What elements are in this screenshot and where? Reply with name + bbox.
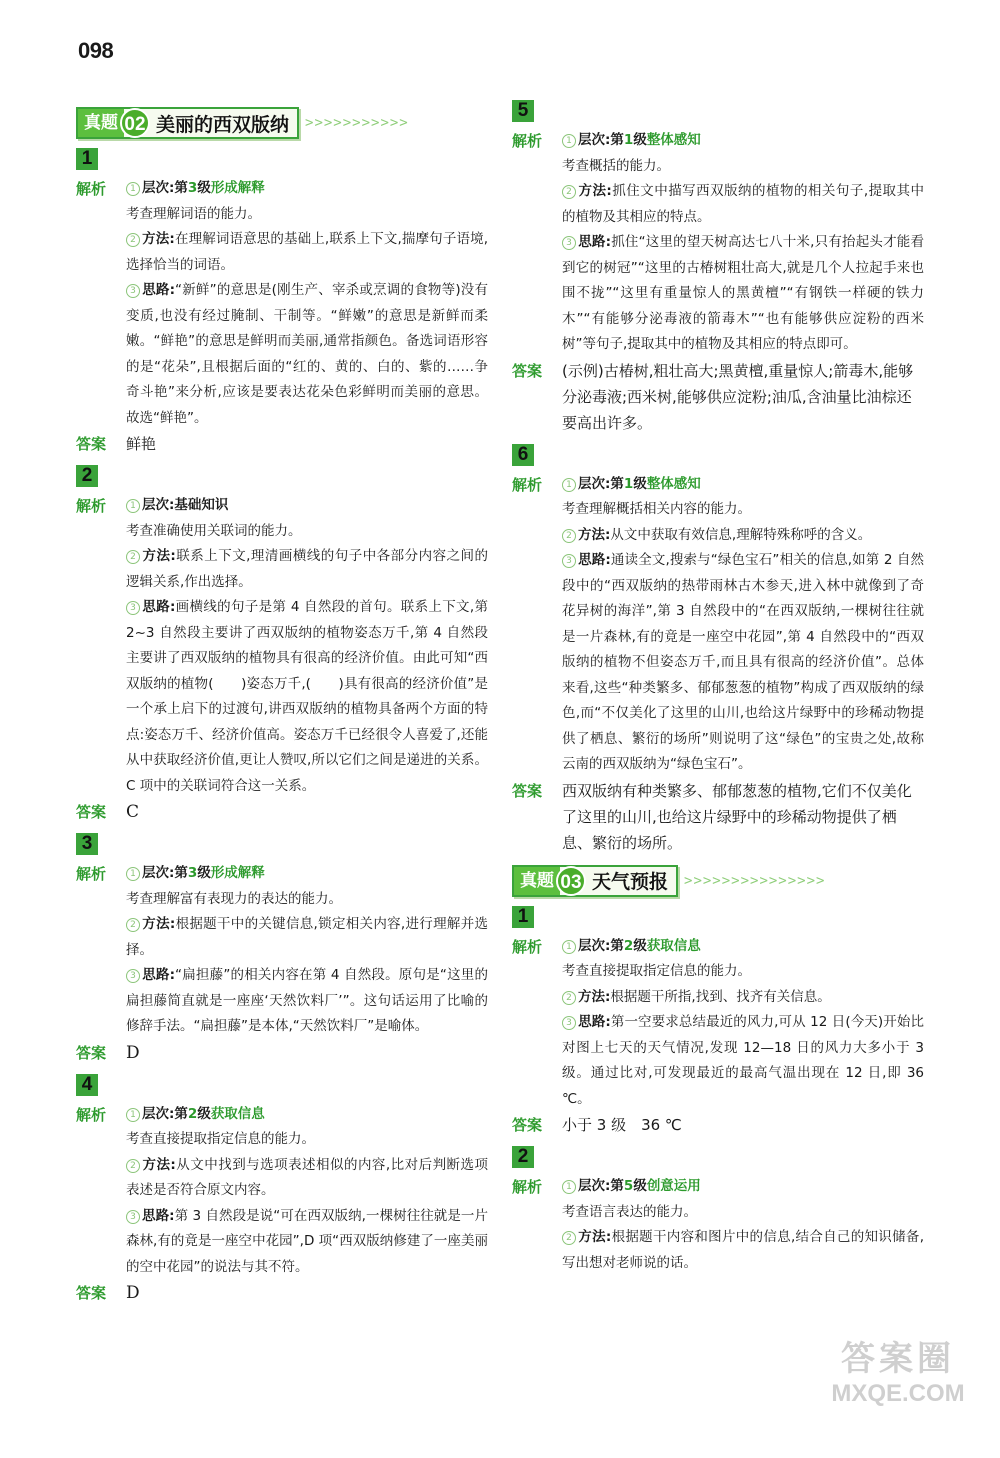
circle-3-icon: 3 (562, 236, 576, 250)
answer-label: 答案 (512, 1116, 543, 1134)
answer-block (512, 1112, 924, 1138)
method-line: 2 方法:根据题干中的关键信息,锁定相关内容,进行理解并选择。 (126, 916, 488, 958)
answer-label: 答案 (76, 1284, 107, 1302)
circle-1-icon: 1 (126, 1108, 140, 1122)
method-line: 2 方法:抓住文中描写西双版纳的植物的相关句子,提取其中的植物及其相应的特点。 (562, 183, 924, 225)
analysis-body (126, 493, 488, 799)
analysis-label: 解析 (512, 132, 543, 150)
analysis-label: 解析 (76, 497, 107, 515)
analysis-body (562, 934, 924, 1113)
answer-text: (示例)古椿树,粗壮高大;黑黄檀,重量惊人;箭毒木,能够分泌毒液;西米树,能够供应淀粉;油瓜,含油量比油棕还要高出许多。 (562, 361, 914, 432)
answer-text: D (126, 1283, 140, 1303)
level-line: 1 层次:第1级整体感知 (562, 128, 924, 154)
circle-1-icon: 1 (562, 940, 576, 954)
circle-3-icon: 3 (126, 969, 140, 983)
analysis-body (562, 472, 924, 778)
analysis-block (512, 1174, 924, 1276)
topic-number-badge: 03 (556, 866, 586, 896)
circle-3-icon: 3 (126, 601, 140, 615)
answer-block (512, 358, 924, 436)
answer-text: C (126, 802, 140, 822)
analysis-body (126, 176, 488, 431)
chevron-arrows-icon: >>>>>>>>>>> (305, 115, 409, 131)
answer-label: 答案 (76, 435, 107, 453)
circle-2-icon: 2 (562, 529, 576, 543)
question-number: 5 (512, 100, 534, 122)
thinking-line: 3 思路:第一空要求总结最近的风力,可从 12 日(今天)开始比对图上七天的天气情况,发现 12—18 日的风力大多小于 3 级。通过比对,可发现最近的最高气温出现在 12 日,即 36 ℃。 (562, 1014, 924, 1107)
question-number: 6 (512, 444, 534, 466)
answer-text: 鲜艳 (126, 435, 157, 453)
analysis-label: 解析 (512, 1178, 543, 1196)
analysis-body (562, 128, 924, 358)
circle-2-icon: 2 (562, 991, 576, 1005)
circle-3-icon: 3 (126, 284, 140, 298)
purpose-line: 考查语言表达的能力。 (562, 1203, 697, 1220)
circle-1-icon: 1 (562, 134, 576, 148)
topic-number-badge: 02 (120, 108, 150, 138)
circle-2-icon: 2 (562, 1231, 576, 1245)
left-column (76, 98, 488, 1306)
analysis-block (76, 176, 488, 431)
answer-text: D (126, 1042, 140, 1063)
topic-box (76, 107, 299, 139)
thinking-line: 3 思路:通读全文,搜索与“绿色宝石”相关的信息,如第 2 自然段中的“西双版纳的热带雨林古木参天,进入林中就像到了奇花异树的海洋”,第 3 自然段中的“在西双版纳,一棵树往往就是一片森林,有的竟是一座空中花园”,第 4 自然段中的“西双版纳的植物不但姿态万千,而且具有很高的经济价值”。总体来看,这些“种类繁多、郁郁葱葱的植物”构成了西双版纳的绿色,而“不仅美化了这里的山川,也给这片绿野中的珍稀动物提供了栖息、繁衍的场所”则说明了这“绿色”的宝贵之处,故称云南的西双版纳为“绿色宝石”。 (562, 552, 924, 772)
analysis-label: 解析 (76, 180, 107, 198)
topic-header-02 (76, 106, 488, 140)
circle-3-icon: 3 (126, 1210, 140, 1224)
analysis-block (76, 493, 488, 799)
answer-block (76, 1040, 488, 1066)
topic-title: 美丽的西双版纳 (156, 113, 290, 136)
topic-box (512, 865, 678, 897)
thinking-line: 3 思路:第 3 自然段是说“可在西双版纳,一棵树往往就是一片森林,有的竟是一座空中花园”,D 项“西双版纳修建了一座美丽的空中花园”的说法与其不符。 (126, 1207, 488, 1275)
level-line: 1 层次:第3级形成解释 (126, 176, 488, 202)
circle-1-icon: 1 (562, 478, 576, 492)
answer-label: 答案 (512, 781, 543, 800)
level-line: 1 层次:第2级获取信息 (562, 934, 924, 960)
purpose-line: 考查概括的能力。 (562, 157, 670, 174)
answer-label: 答案 (512, 361, 543, 380)
answer-text: 西双版纳有种类繁多、郁郁葱葱的植物,它们不仅美化了这里的山川,也给这片绿野中的珍稀动物提供了栖息、繁衍的场所。 (562, 781, 912, 852)
watermark-logo: 答案圈 MXQE.COM (831, 1339, 965, 1407)
analysis-body (126, 861, 488, 1040)
topic-header-03 (512, 864, 924, 898)
topic-title: 天气预报 (592, 871, 669, 893)
question-number: 4 (76, 1074, 98, 1096)
level-line: 1 层次:第2级获取信息 (126, 1102, 488, 1128)
analysis-block (76, 1102, 488, 1281)
thinking-line: 3 思路:画横线的句子是第 4 自然段的首句。联系上下文,第 2~3 自然段主要讲了西双版纳的植物姿态万千,第 4 自然段主要讲了西双版纳的植物具有很高的经济价值。由此可知“西双版纳的植物( )姿态万千,( )具有很高的经济价值”是一个承上启下的过渡句,讲西双版纳的植物具备两个方面的特点:姿态万千、经济价值高。姿态万千已经很令人喜爱了,还能从中获取经济价值,更让人赞叹,所以它们之间是递进的关系。C 项中的关联词符合这一关系。 (126, 599, 488, 794)
answer-label: 答案 (76, 803, 107, 821)
circle-2-icon: 2 (126, 1159, 140, 1173)
analysis-label: 解析 (512, 937, 543, 956)
analysis-block (512, 934, 924, 1113)
thinking-line: 3 思路:“新鲜”的意思是(刚生产、宰杀或烹调的食物等)没有变质,也没有经过腌制、干制等。“鲜嫩”的意思是新鲜而柔嫩。“鲜艳”的意思是鲜明而美丽,通常指颜色。备选词语形容的是“花朵”,且根据后面的“红的、黄的、白的、紫的……争奇斗艳”来分析,应该是要表达花朵色彩鲜明而美丽的意思。故选“鲜艳”。 (126, 282, 488, 426)
page-number: 098 (78, 38, 114, 63)
analysis-label: 解析 (512, 475, 543, 494)
circle-2-icon: 2 (562, 185, 576, 199)
topic-tag: 真题 (514, 867, 560, 895)
answer-text: 小于 3 级 36 ℃ (562, 1116, 682, 1134)
purpose-line: 考查直接提取指定信息的能力。 (126, 1131, 315, 1147)
circle-1-icon: 1 (126, 867, 140, 881)
purpose-line: 考查理解词语的能力。 (126, 205, 261, 222)
method-line: 2 方法:从文中找到与选项表述相似的内容,比对后判断选项表述是否符合原文内容。 (126, 1156, 488, 1198)
answer-block (76, 431, 488, 457)
method-line: 2 方法:根据题干所指,找到、找齐有关信息。 (562, 985, 924, 1011)
level-line: 1 层次:第3级形成解释 (126, 861, 488, 887)
method-line: 2 方法:从文中获取有效信息,理解特殊称呼的含义。 (562, 523, 924, 549)
answer-block (76, 1280, 488, 1306)
question-number: 2 (512, 1146, 534, 1168)
question-number: 1 (512, 906, 534, 928)
analysis-body (562, 1174, 924, 1276)
circle-1-icon: 1 (126, 499, 140, 513)
level-line: 1 层次:基础知识 (126, 493, 488, 519)
circle-3-icon: 3 (562, 554, 576, 568)
analysis-label: 解析 (76, 865, 107, 883)
circle-2-icon: 2 (126, 233, 140, 247)
thinking-line: 3 思路:“扁担藤”的相关内容在第 4 自然段。原句是“这里的扁担藤简直就是一座座‘天然饮料厂’”。这句话运用了比喻的修辞手法。“扁担藤”是本体,“天然饮料厂”是喻体。 (126, 967, 489, 1034)
method-line: 2 方法:根据题干内容和图片中的信息,结合自己的知识储备,写出想对老师说的话。 (562, 1229, 924, 1271)
answer-block (512, 778, 924, 856)
analysis-block (76, 861, 488, 1040)
answer-label: 答案 (76, 1043, 107, 1062)
purpose-line: 考查理解富有表现力的表达的能力。 (126, 890, 342, 907)
analysis-label: 解析 (76, 1105, 107, 1124)
circle-2-icon: 2 (126, 918, 140, 932)
purpose-line: 考查直接提取指定信息的能力。 (562, 963, 751, 979)
circle-1-icon: 1 (126, 182, 140, 196)
level-line: 1 层次:第5级创意运用 (562, 1174, 924, 1200)
circle-1-icon: 1 (562, 1180, 576, 1194)
purpose-line: 考查理解概括相关内容的能力。 (562, 501, 751, 517)
method-line: 2 方法:在理解词语意思的基础上,联系上下文,揣摩句子语境,选择恰当的词语。 (126, 231, 489, 273)
analysis-body (126, 1102, 488, 1281)
method-line: 2 方法:联系上下文,理清画横线的句子中各部分内容之间的逻辑关系,作出选择。 (126, 548, 488, 590)
question-number: 3 (76, 833, 98, 855)
circle-3-icon: 3 (562, 1016, 576, 1030)
chevron-arrows-icon: >>>>>>>>>>>>>>> (684, 872, 826, 889)
analysis-block (512, 128, 924, 358)
answer-block (76, 799, 488, 825)
topic-tag: 真题 (78, 109, 124, 137)
question-number: 2 (76, 465, 98, 487)
question-number: 1 (76, 148, 98, 170)
purpose-line: 考查准确使用关联词的能力。 (126, 522, 302, 539)
analysis-block (512, 472, 924, 778)
right-column (512, 92, 924, 1276)
level-line: 1 层次:第1级整体感知 (562, 472, 924, 498)
thinking-line: 3 思路:抓住“这里的望天树高达七八十米,只有抬起头才能看到它的树冠”“这里的古椿树粗壮高大,就是几个人拉起手来也围不拢”“这里有重量惊人的黑黄檀”“有钢铁一样硬的铁力木”“有能够分泌毒液的箭毒木”“也有能够供应淀粉的西米树”等句子,提取其中的植物及其相应的特点即可。 (562, 234, 924, 352)
circle-2-icon: 2 (126, 550, 140, 564)
